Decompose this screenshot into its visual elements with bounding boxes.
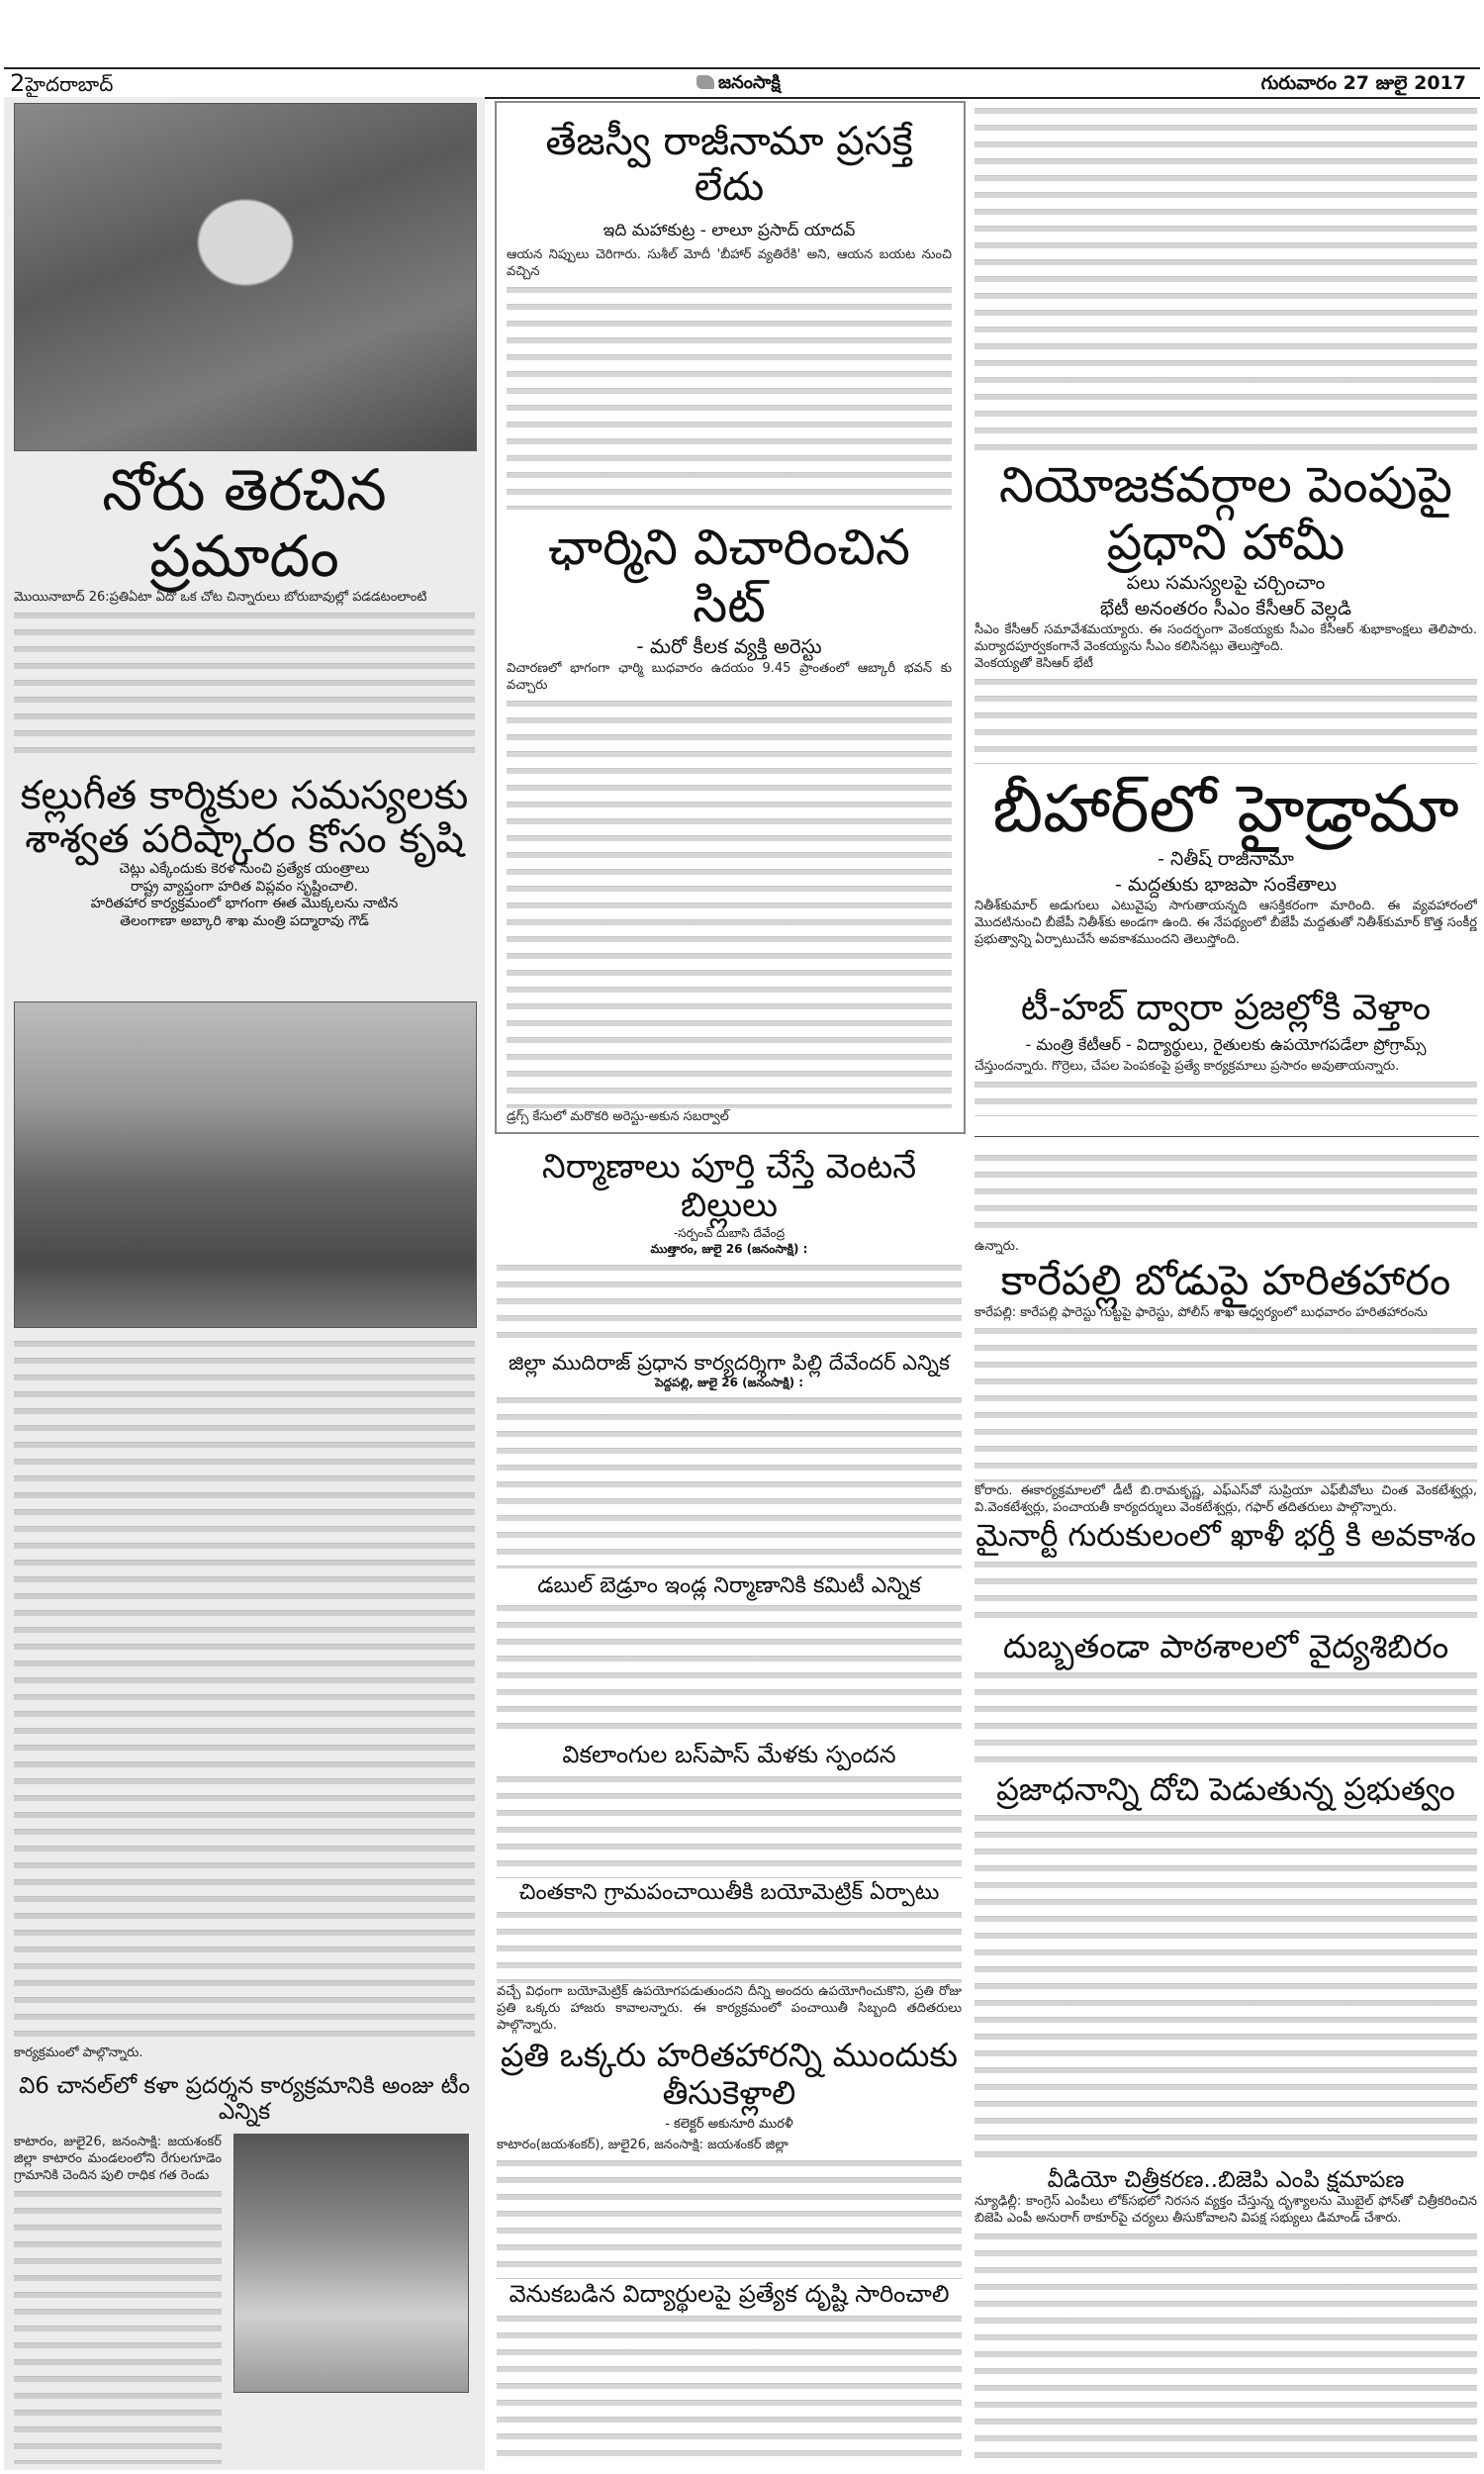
article-chintakani: [497, 1880, 962, 2034]
article-tejasvi: [507, 119, 952, 510]
byline: - కలెక్టర్ అకునూరి మురళీ: [665, 2116, 793, 2132]
article-body: ఆయన నిప్పులు చెరిగారు. సుశీల్ మోదీ 'బీహార్ వ్యతిరేకి' అని, ఆయన బయట నుంచి వచ్చిన: [507, 246, 952, 279]
body-text-lines: [14, 608, 475, 764]
body-text-lines: [974, 1667, 1477, 1766]
headline: కల్లుగీత కార్మికుల సమస్యలకు శాశ్వత పరిష్కారం కోసం కృషి: [20, 773, 469, 862]
tree-planting-photo: [14, 1001, 477, 1328]
artists-group-photo: [233, 2134, 469, 2393]
subheading: పలు సమస్యలపై చర్చించాం: [1126, 572, 1326, 594]
subheading: - మంత్రి కేటీఆర్ - విద్యార్థులు, రైతులకు ఉపయోగపడేలా ప్రోగ్రామ్స్: [1025, 1035, 1427, 1055]
headline: వి6 చానల్‌లో కళా ప్రదర్శన కార్యక్రమానికి అంజు టీం ఎన్నిక: [18, 2073, 471, 2126]
article-body: విచారణలో భాగంగా ఛార్మి బుధవారం ఉదయం 9.45 ప్రాంతంలో ఆబ్కారీ భవన్ కు వచ్చారు: [507, 661, 952, 693]
article-subhead: వెంకయ్యతో కెసిఆర్ భేటీ: [974, 656, 1093, 672]
article-bihar: [974, 772, 1477, 988]
article-niyojaka: [974, 457, 1477, 764]
article-charmi: [507, 520, 952, 1125]
subheading: చెట్లు ఎక్కేందుకు కెరళ నుంచి ప్రత్యేక యంత్రాలు: [119, 861, 370, 877]
article-body: వచ్చే విధంగా బయోమెట్రిక్ ఉపయోగపడుతుందని దీన్ని అందరు ఉపయోగించుకొని, ప్రతి రోజు ప్రతి ఒక్కరు హాజరు కావాలన్నారు. ఈ కార్యక్రమంలో పంచాయితీ సిబ్బంది తదితరులు పాల్గొన్నారు.: [497, 1984, 962, 2033]
column-divider: [974, 1136, 1479, 1137]
body-text-lines: [974, 1810, 1477, 2162]
body-text-lines: [974, 1323, 1477, 1482]
body-text-lines: [14, 2186, 222, 2464]
headline: ప్రతి ఒక్కరు హరితహారన్ని ముందుకు తీసుకెళ్లాలి: [500, 2037, 959, 2112]
article-v6: [14, 2073, 475, 2464]
article-body-end: కోరారు. ఈకార్యక్రమాలలో డీటీ బి.రామకృష్ణ, ఎఫ్ఎస్‌వో సుప్రియా ఎఫ్‌బీవోలు చింత వెంకటేశ్వర్లు, వి.వెంకటేశ్వర్లు, పంచాయతీ కార్యదర్శులు వెంకటేశ్వర్లు, గఫార్ తదితరులు పాల్గొన్నారు.: [974, 1483, 1477, 1515]
article-body: కాటారం, జులై26, జనంసాక్షి: జయశంకర్ జిల్లా కాటారం మండలంలోని రేగులగూడెం గ్రామానికి చెందిన పులి రాధిక గత రెండు: [14, 2134, 222, 2183]
article-video: [974, 2167, 1477, 2464]
page-section-label: 2హైదరాబాద్: [10, 69, 114, 97]
article-karepalli: [974, 1257, 1477, 1516]
article-nirmanalu: [497, 1148, 962, 1346]
headline: తేజస్వీ రాజీనామా ప్రసక్తే లేదు: [545, 119, 913, 210]
dateline: పెద్దపల్లి, జులై 26 (జనంసాక్షి) :: [654, 1376, 804, 1390]
article-body-end: కార్యక్రమంలో పాల్గొన్నారు.: [14, 2046, 143, 2060]
subheading: - నితీష్ రాజీనామా: [1158, 847, 1294, 870]
body-text-lines: [497, 2311, 962, 2467]
article-vikalanga: [497, 1742, 962, 1878]
article-body-end: డ్రగ్స్ కేసులో మరొకరి అరెస్టు-అకున సబర్వాల్: [507, 1109, 729, 1124]
article-praja: [974, 1771, 1477, 2162]
headline: ప్రజాధనాన్ని దోచి పెడుతున్న ప్రభుత్వం: [996, 1771, 1455, 1808]
subheading: ఇది మహాకుట్ర - లాలూ ప్రసాద్ యాదవ్: [603, 221, 856, 240]
headline: బీహార్‌లో హైడ్రామా: [992, 772, 1459, 847]
headline: వీడియో చిత్రీకరణ..బిజెపి ఎంపి క్షమాపణ: [1047, 2167, 1405, 2193]
headline: ఛార్మిని విచారించిన సిట్: [548, 520, 910, 633]
article-body: నితీశ్‌కుమార్ అడుగులు ఎటువైపు సాగుతాయన్నది ఆసక్తికరంగా మారింది. ఈ వ్యవహారంలో మొదటినుంచి బీజేపీ నితీశ్‌కు అండగా ఉంది. ఈ నేపథ్యంలో బీజేపీ మద్దతుతో నితీశ్‌కుమార్ కొత్త సంకీర్ణ ప్రభుత్వాన్ని ఏర్పాటుచేసే అవకాశముందని తెలుస్తోంది.: [974, 899, 1477, 948]
byline: -సర్పంచ్ దుబాసి దేవేంద్ర: [673, 1226, 786, 1241]
article-body: చేస్తుందన్నారు. గొర్రెలు, చేపల పెంపకంపై ప్రత్యే కార్యక్రమాలు ప్రసారం అవుతాయన్నారు.: [974, 1058, 1400, 1074]
article-kallu-body: [14, 1334, 475, 2061]
article-jilla: [497, 1351, 962, 1569]
article-body: కారేపల్లి: కారేపల్లి ఫారెస్టు గుట్టపై ఫారెస్టు, పోలీస్ శాఖ ఆధ్వర్యంలో బుధవారం హరితహారంను: [974, 1305, 1428, 1321]
newspaper-logo: జనంసాక్షి: [696, 71, 781, 95]
article-prati: [497, 2037, 962, 2279]
headline: టీ-హబ్ ద్వారా ప్రజల్లోకి వెళ్తాం: [1020, 988, 1432, 1028]
dateline: ముత్తారం, జులై 26 (జనంసాక్షి) :: [650, 1242, 808, 1257]
article-body-end: ఉన్నారు.: [974, 1239, 1019, 1254]
body-text-lines: [974, 1557, 1477, 1623]
headline: నోరు తెరచిన ప్రమాదం: [102, 457, 387, 590]
body-text-lines: [497, 1260, 962, 1346]
article-drugs-continued: [974, 101, 1477, 452]
subheading: రాష్ట్ర వ్యాప్తంగా హరిత విప్లవం సృష్టించాలి.: [131, 878, 358, 895]
article-venuka: [497, 2281, 962, 2467]
masthead: [4, 67, 1480, 99]
article-dubba: [974, 1628, 1477, 1766]
body-text-lines: [497, 1907, 962, 1983]
headline: చింతకాని గ్రామపంచాయితీకి బయోమెట్రిక్ ఏర్పాటు: [518, 1880, 940, 1905]
body-text-lines: [974, 103, 1477, 452]
headline: వెనుకబడిన విద్యార్థులపై ప్రత్యేక దృష్టి సారించాలి: [509, 2281, 950, 2308]
headline: దుబ్బతండా పాఠశాలలో వైద్యశిబిరం: [1002, 1628, 1449, 1665]
headline: జిల్లా ముదిరాజ్ ప్రధాన కార్యదర్శిగా పిల్లి దేవేందర్ ఎన్నిక: [509, 1351, 950, 1375]
article-nore: [14, 457, 475, 764]
body-text-lines: [497, 1771, 962, 1878]
article-body: సీఎం కేసీఆర్ సమావేశమయ్యారు. ఈ సందర్భంగా వెంకయ్యకు సీఎం కేసీఆర్ శుభాకాంక్షలు తెలిపారు. మర్యాదపూర్వకంగానే వెంకయ్యను సీఎం కలిసినట్లు తెలుస్తోంది.: [974, 622, 1477, 655]
borewell-photo: [14, 103, 477, 451]
body-text-lines: [497, 1392, 962, 1569]
body-text-lines: [974, 2229, 1477, 2464]
body-text-lines: [14, 1336, 475, 2045]
headline: డబుల్ బెడ్రూం ఇండ్ల నిర్మాణానికి కమిటీ ఎన్నిక: [537, 1573, 921, 1598]
article-double-bedroom: [497, 1573, 962, 1737]
subheading: - మరో కీలక వ్యక్తి అరెస్టు: [636, 634, 822, 658]
headline: నిర్మాణాలు పూర్తి చేస్తే వెంటనే బిల్లులు: [541, 1148, 917, 1226]
article-body: న్యూఢిల్లీ: కాంగ్రెస్ ఎంపీలు లోక్‌సభలో నిరసన వ్యక్తం చేస్తున్న దృశ్యాలను మొబైల్ ఫోన్‌తో చిత్రీకరించిన బిజెపి ఎంపీ అనురాగ్ ఠాకూర్‌పై చర్యలు తీసుకోవాలని విపక్ష సభ్యులు డిమాండ్ చేశారు.: [974, 2194, 1477, 2227]
article-kallu: [14, 774, 475, 930]
article-continued: [974, 1148, 1477, 1255]
body-text-lines: [974, 1150, 1477, 1238]
subheading: - మద్దతుకు భాజపా సంకేతాలు: [1115, 873, 1337, 896]
article-minority: [974, 1519, 1477, 1623]
body-text-lines: [974, 1077, 1477, 1116]
headline: నియోజకవర్గాల పెంపుపై ప్రధాని హామీ: [998, 457, 1453, 571]
body-text-lines: [507, 696, 952, 1108]
issue-date: గురువారం 27 జులై 2017: [1260, 72, 1466, 94]
subheading: తెలంగాణా అబ్కారి శాఖ మంత్రి పద్మారావు గౌడ్: [120, 912, 369, 929]
telangana-map-icon: [696, 75, 714, 89]
subheading: భేటీ అనంతరం సీఎం కేసీఆర్ వెల్లడి: [1099, 597, 1352, 619]
body-text-lines: [497, 2155, 962, 2279]
article-body: మొయినాబాద్ 26:ప్రతిఏటా ఏదో ఒక చోట చిన్నారులు బోరుబావుల్లో పడడటంలాంటి: [14, 590, 427, 606]
body-text-lines: [974, 674, 1477, 764]
headline: వికలాంగుల బస్‌పాస్ మేళకు స్పందన: [562, 1742, 896, 1768]
headline: కారేపల్లి బోడుపై హరితహారం: [1000, 1257, 1451, 1304]
article-thub: [974, 988, 1477, 1116]
headline: మైనార్టీ గురుకులంలో ఖాళీ భర్తీ కి అవకాశం: [975, 1519, 1476, 1554]
body-text-lines: [507, 282, 952, 510]
body-text-lines: [497, 1600, 962, 1737]
subheading: హరితహార కార్యక్రమంలో భాగంగా ఈత మొక్కలను నాటిన: [90, 896, 399, 911]
article-body: కాటారం(జయశంకర్), జులై26, జనంసాక్షి: జయశంకర్ జిల్లా: [497, 2138, 788, 2153]
